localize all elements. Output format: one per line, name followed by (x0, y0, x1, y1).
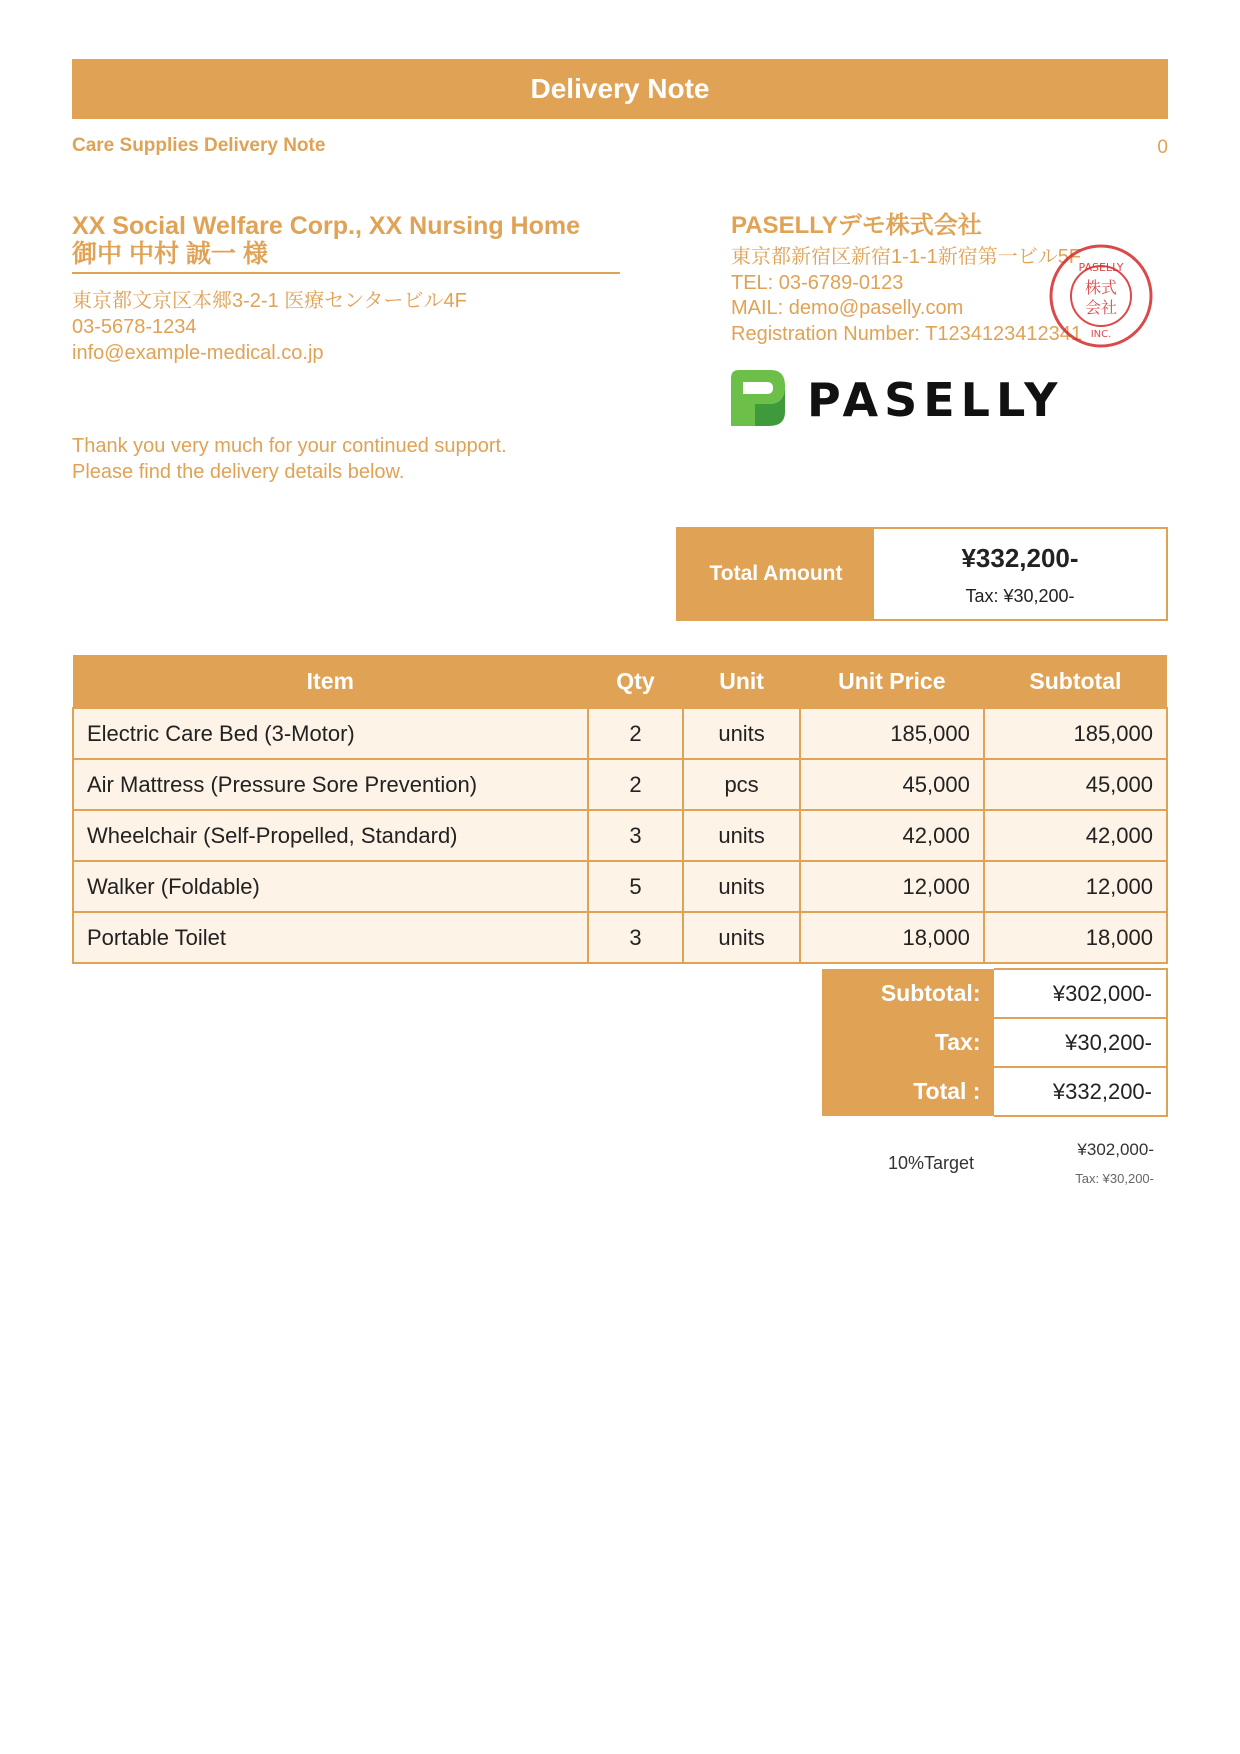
recipient-name-line1: XX Social Welfare Corp., XX Nursing Home (72, 212, 580, 240)
total-amount-box (676, 527, 1168, 621)
table-row (73, 861, 1167, 912)
summary-tax-value: ¥30,200- (994, 1018, 1167, 1067)
summary-tax-label: Tax: (822, 1018, 994, 1067)
svg-text:INC.: INC. (1090, 329, 1112, 340)
svg-text:会社: 会社 (1084, 298, 1118, 317)
tax-rate-target-amount: ¥302,000- (1077, 1140, 1154, 1159)
cell-subtotal: 42,000 (984, 810, 1167, 861)
svg-text:PASELLY: PASELLY (807, 373, 1064, 427)
cell-unit: units (683, 708, 800, 759)
summary-total-label: Total : (822, 1067, 994, 1116)
cell-item: Portable Toilet (73, 912, 588, 963)
total-amount-values (874, 529, 1166, 619)
table-row (73, 759, 1167, 810)
cell-unit-price: 45,000 (800, 759, 984, 810)
cell-subtotal: 45,000 (984, 759, 1167, 810)
total-amount-label: Total Amount (678, 529, 874, 619)
tax-rate-target-label: 10%Target (888, 1153, 975, 1173)
summary-tax-row (822, 1018, 1167, 1067)
cell-item: Walker (Foldable) (73, 861, 588, 912)
summary-table (822, 968, 1168, 1117)
cell-qty: 2 (588, 759, 684, 810)
recipient-block (72, 212, 620, 366)
svg-text:株式: 株式 (1084, 278, 1118, 297)
table-row (73, 912, 1167, 963)
recipient-phone: 03-5678-1234 (72, 316, 197, 338)
greeting-message (72, 433, 507, 485)
company-seal-stamp (1046, 241, 1156, 351)
sender-registration: Registration Number: T1234123412341 (731, 322, 1082, 345)
cell-unit-price: 18,000 (800, 912, 984, 963)
summary-total-row (822, 1067, 1167, 1116)
cell-unit: units (683, 912, 800, 963)
greeting-line1: Thank you very much for your continued support. (72, 435, 507, 457)
cell-unit: pcs (683, 759, 800, 810)
greeting-line2: Please find the delivery details below. (72, 461, 405, 483)
recipient-name (72, 212, 620, 274)
paselly-logo (729, 368, 1089, 430)
cell-item: Wheelchair (Self-Propelled, Standard) (73, 810, 588, 861)
recipient-address: 東京都文京区本郷3-2-1 医療センタービル4F (72, 290, 467, 312)
document-subtitle: Care Supplies Delivery Note (72, 135, 326, 156)
line-items-table (72, 655, 1168, 964)
table-row (73, 708, 1167, 759)
header-qty: Qty (588, 655, 684, 708)
sender-mail: MAIL: demo@paselly.com (731, 297, 964, 319)
table-row (73, 810, 1167, 861)
cell-unit-price: 12,000 (800, 861, 984, 912)
cell-unit-price: 42,000 (800, 810, 984, 861)
cell-item: Electric Care Bed (3-Motor) (73, 708, 588, 759)
header-subtotal: Subtotal (984, 655, 1167, 708)
summary-subtotal-label: Subtotal: (822, 969, 994, 1018)
summary-subtotal-row (822, 969, 1167, 1018)
tax-rate-target-tax: Tax: ¥30,200- (1075, 1171, 1154, 1186)
total-amount-value: ¥332,200- (961, 543, 1079, 573)
document-number: 0 (1157, 137, 1168, 158)
svg-text:PASELLY: PASELLY (1078, 261, 1124, 274)
cell-unit: units (683, 810, 800, 861)
header-unit-price: Unit Price (800, 655, 984, 708)
table-header-row (73, 655, 1167, 708)
cell-subtotal: 18,000 (984, 912, 1167, 963)
summary-subtotal-value: ¥302,000- (994, 969, 1167, 1018)
total-tax-value: Tax: ¥30,200- (965, 586, 1075, 606)
document-title: Delivery Note (72, 59, 1168, 119)
sender-company: PASELLYデモ株式会社 (731, 212, 982, 239)
sender-address: 東京都新宿区新宿1-1-1新宿第一ビル5F (731, 246, 1082, 268)
cell-qty: 3 (588, 912, 684, 963)
summary-total-value: ¥332,200- (994, 1067, 1167, 1116)
cell-item: Air Mattress (Pressure Sore Prevention) (73, 759, 588, 810)
header-item: Item (73, 655, 588, 708)
cell-qty: 2 (588, 708, 684, 759)
recipient-name-line2: 御中 中村 誠一 様 (72, 240, 268, 268)
cell-subtotal: 12,000 (984, 861, 1167, 912)
cell-qty: 5 (588, 861, 684, 912)
cell-unit: units (683, 861, 800, 912)
cell-unit-price: 185,000 (800, 708, 984, 759)
header-unit: Unit (683, 655, 800, 708)
cell-subtotal: 185,000 (984, 708, 1167, 759)
sender-tel: TEL: 03-6789-0123 (731, 271, 904, 294)
cell-qty: 3 (588, 810, 684, 861)
recipient-contact (72, 288, 620, 366)
recipient-email: info@example-medical.co.jp (72, 342, 324, 364)
